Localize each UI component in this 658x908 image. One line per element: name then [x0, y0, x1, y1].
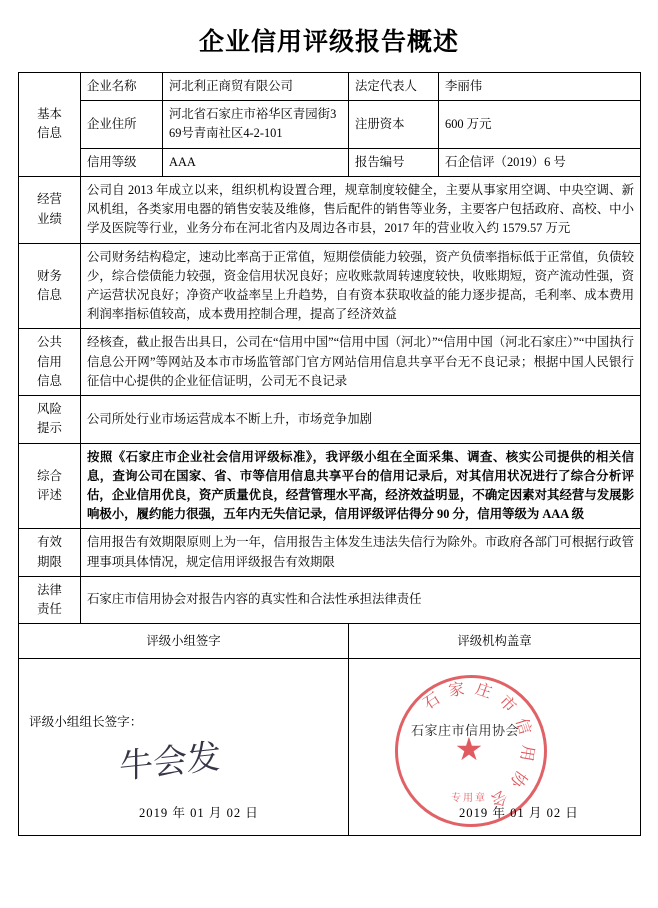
cell-agency-seal [349, 659, 641, 836]
validity-label-line2: 期限 [37, 554, 62, 569]
svg-text:石家庄市信用协会: 石家庄市信用协会 [420, 680, 537, 814]
value-validity: 信用报告有效期限原则上为一年，信用报告主体发生违法失信行为除外。市政府各部门可根据行政管理事项具体情况，规定信用评级报告有效期限 [81, 529, 641, 576]
row-label-risk [19, 396, 81, 443]
value-registered-capital: 600 万元 [439, 101, 641, 148]
credit-report-table [18, 72, 641, 836]
table-row-operating [19, 176, 641, 243]
risk-label-line2: 提示 [37, 421, 62, 436]
operating-label-line1: 经营 [37, 192, 62, 207]
table-row-financial [19, 243, 641, 329]
financial-label-line1: 财务 [37, 268, 62, 283]
validity-label-line1: 有效 [37, 535, 62, 550]
header-agency-seal: 评级机构盖章 [349, 624, 641, 659]
operating-label-line2: 业绩 [37, 211, 62, 226]
row-label-operating [19, 176, 81, 243]
table-row-risk [19, 396, 641, 443]
signature-date-right: 2019 年 01 月 02 日 [459, 805, 579, 820]
legal-label-line2: 责任 [37, 602, 62, 617]
value-credit-rating: AAA [163, 148, 349, 176]
row-label-basic-info [19, 73, 81, 177]
public-credit-label-line2: 信用 [37, 354, 62, 369]
seal-org-name: 石家庄市信用协会 [411, 723, 520, 739]
label-company-name: 企业名称 [81, 73, 163, 101]
official-seal [395, 675, 543, 823]
label-report-no: 报告编号 [349, 148, 439, 176]
table-row-legal [19, 576, 641, 623]
header-group-signature: 评级小组签字 [19, 624, 349, 659]
public-credit-label-line3: 信息 [37, 373, 62, 388]
table-row-signature-header [19, 624, 641, 659]
row-label-comprehensive [19, 443, 81, 529]
value-financial: 公司财务结构稳定，速动比率高于正常值，短期偿债能力较强，资产负债率指标低于正常值，负债较少，综合偿债能力较强，资金信用状况良好；应收账款周转速度较快，收账期短，资产流动性强，资产运营状况良好；净资产收益率呈上升趋势，自有资本获取收益的能力逐步提高，毛利率、成本费用利润率指标值较高，成本费用控制合理，提高了经济效益 [81, 243, 641, 329]
value-company-name: 河北利正商贸有限公司 [163, 73, 349, 101]
table-row-credit-rating [19, 148, 641, 176]
table-row-validity [19, 529, 641, 576]
handwritten-signature: 牛会发 [119, 738, 221, 787]
label-address: 企业住所 [81, 101, 163, 148]
value-address: 河北省石家庄市裕华区青园街369号青南社区4-2-101 [163, 101, 349, 148]
financial-label-line2: 信息 [37, 287, 62, 302]
seal-bottom-text: 专用章 [451, 792, 487, 804]
table-row-signature-body [19, 659, 641, 836]
value-operating: 公司自 2013 年成立以来，组织机构设置合理，规章制度较健全，主要从事家用空调、中央空调、新风机组，各类家用电器的销售安装及维修，售后配件的销售等业务，主要客户包括政府、高校、中小学及医院等行业，业务分布在河北省内及周边各市县，2017 年的营业收入约 1579.57 万元 [81, 176, 641, 243]
page-title: 企业信用评级报告概述 [198, 29, 459, 56]
risk-label-line1: 风险 [37, 402, 62, 417]
basic-info-label-line1: 基本 [37, 107, 62, 122]
row-label-financial [19, 243, 81, 329]
row-label-validity [19, 529, 81, 576]
value-legal-rep: 李丽伟 [439, 73, 641, 101]
value-risk: 公司所处行业市场运营成本不断上升，市场竞争加剧 [81, 396, 641, 443]
label-legal-rep: 法定代表人 [349, 73, 439, 101]
signature-date-left: 2019 年 01 月 02 日 [139, 805, 259, 820]
value-public-credit: 经核查，截止报告出具日，公司在“信用中国”“信用中国（河北）”“信用中国（河北石家庄）”“中国执行信息公开网”等网站及本市市场监管部门官方网站信用信息共享平台无不良记录；根据中国人民银行征信中心提供的企业征信证明，公司无不良记录 [81, 329, 641, 396]
comprehensive-label-line2: 评述 [37, 487, 62, 502]
row-label-public-credit [19, 329, 81, 396]
legal-label-line1: 法律 [37, 582, 62, 597]
cell-group-signature [19, 659, 349, 836]
public-credit-label-line1: 公共 [37, 335, 62, 350]
label-group-leader-signature: 评级小组组长签字： [29, 715, 143, 730]
comprehensive-label-line1: 综合 [37, 468, 62, 483]
table-row-address [19, 101, 641, 148]
seal-star-icon: ★ [454, 731, 484, 768]
table-row-public-credit [19, 329, 641, 396]
value-comprehensive: 按照《石家庄市企业社会信用评级标准》，我评级小组在全面采集、调查、核实公司提供的相关信息，查询公司在国家、省、市等信用信息共享平台的信用记录后，对其信用状况进行了综合分析评估，企业信用优良，资产质量优良，经营管理水平高，经济效益明显，不确定因素对其经营与发展影响极小，履约能力很强，五年内无失信记录，信用评级评估得分 90 分，信用等级为 AAA 级 [81, 443, 641, 529]
label-credit-rating: 信用等级 [81, 148, 163, 176]
label-registered-capital: 注册资本 [349, 101, 439, 148]
table-row-comprehensive [19, 443, 641, 529]
table-row-company-name [19, 73, 641, 101]
basic-info-label-line2: 信息 [37, 126, 62, 141]
row-label-legal [19, 576, 81, 623]
value-report-no: 石企信评（2019）6 号 [439, 148, 641, 176]
value-legal: 石家庄市信用协会对报告内容的真实性和合法性承担法律责任 [81, 576, 641, 623]
